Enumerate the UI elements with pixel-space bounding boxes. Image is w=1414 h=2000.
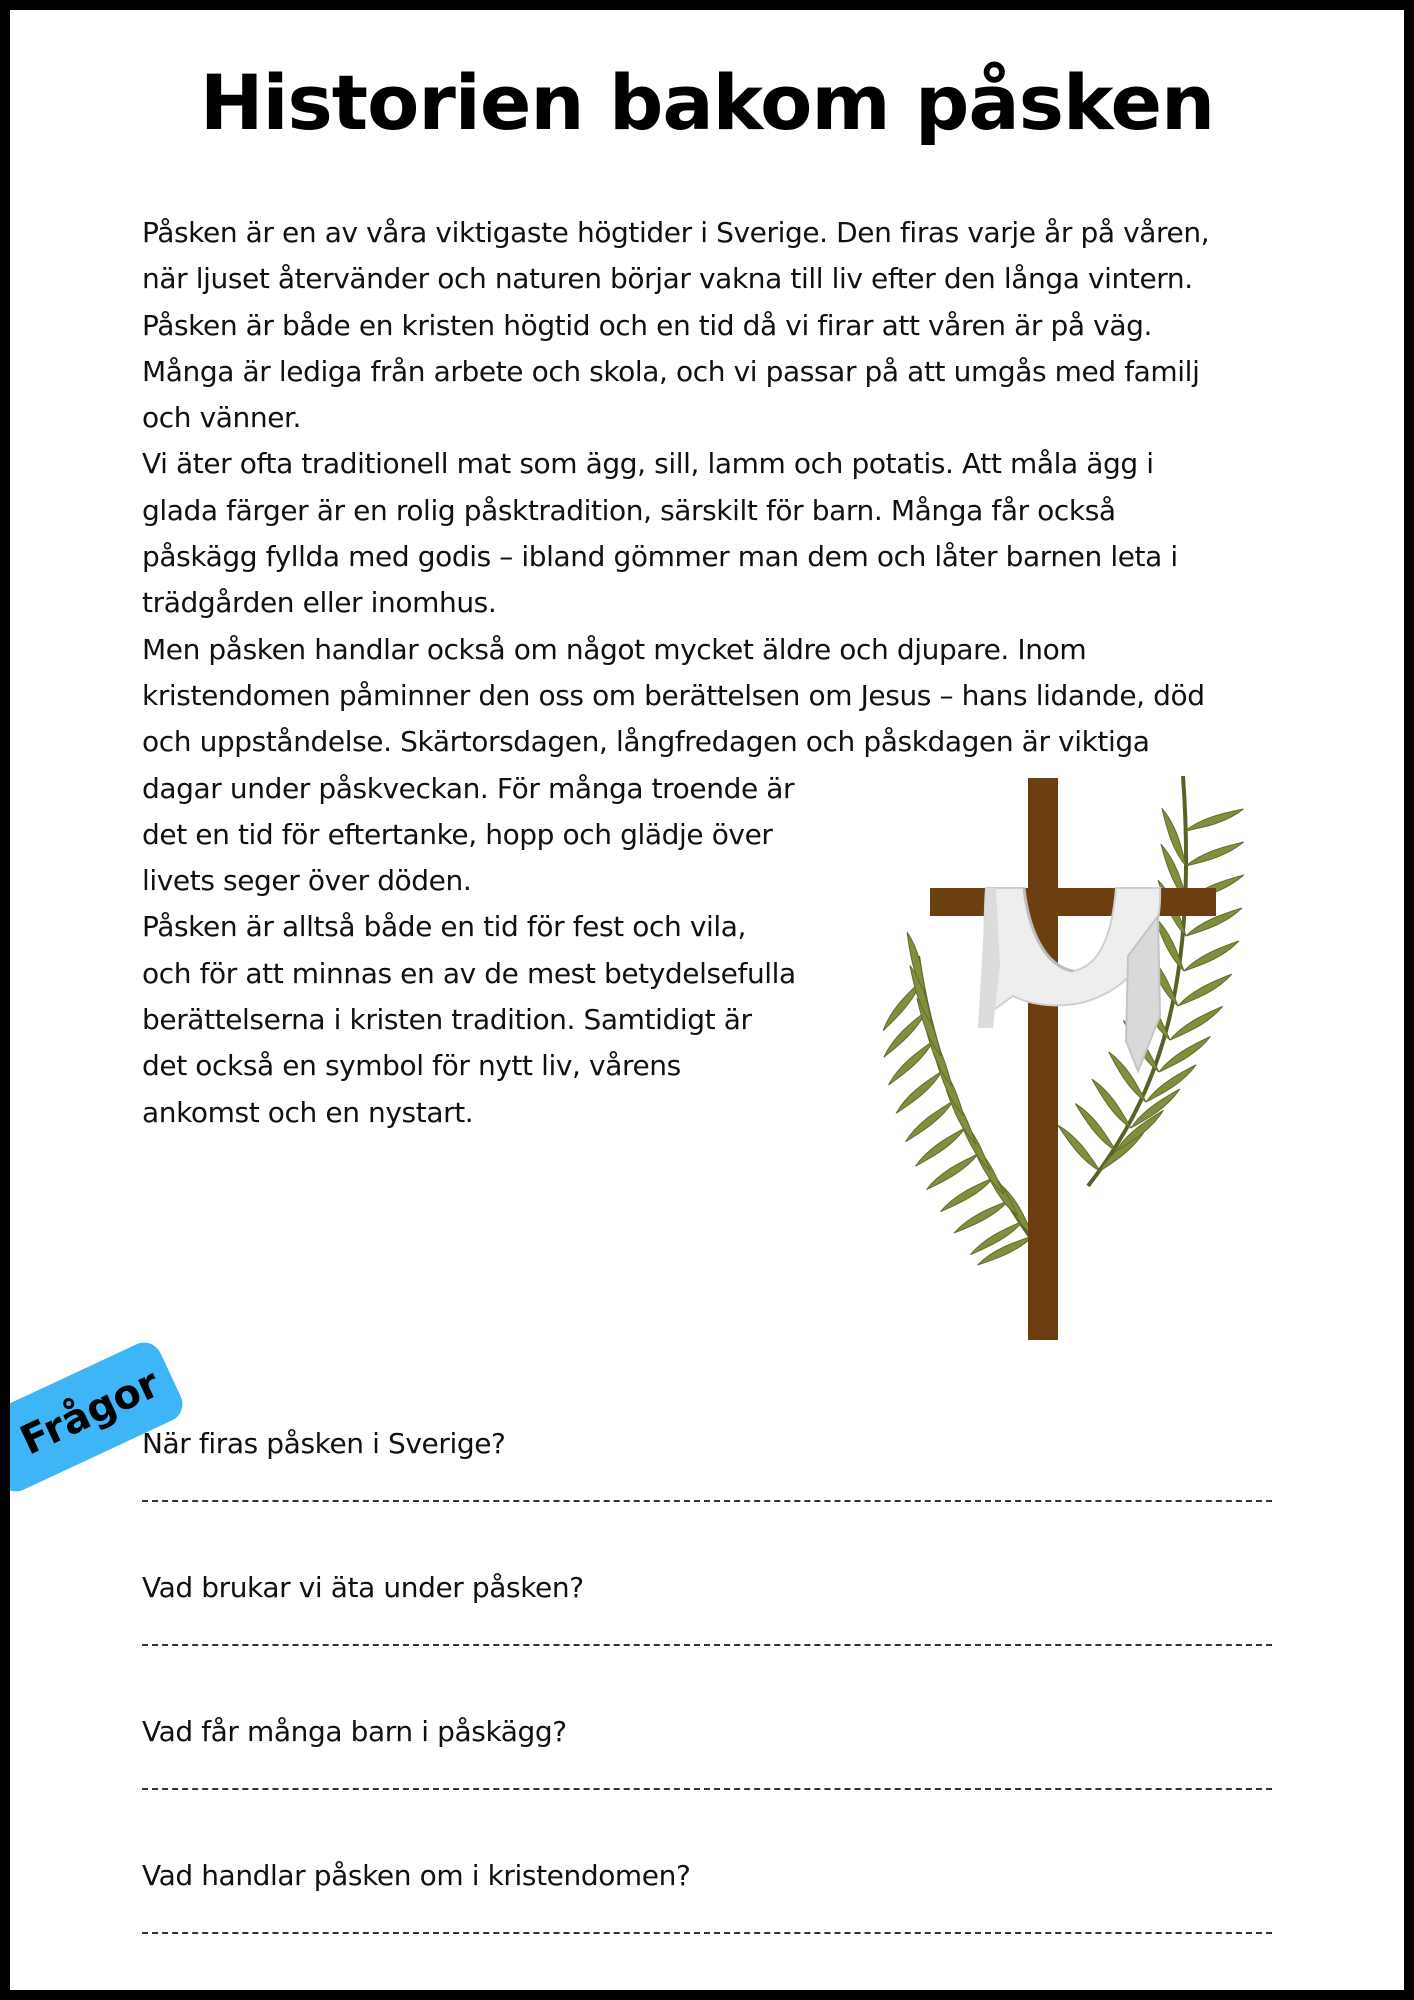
- story-line: Många är lediga från arbete och skola, och vi passar på att umgås med familj: [142, 354, 1200, 388]
- story-line: livets seger över döden.: [142, 864, 472, 898]
- story-line: dagar under påskveckan. För många troende är: [142, 771, 795, 805]
- page-title: Historien bakom påsken: [199, 58, 1215, 147]
- story-line: det också en symbol för nytt liv, vårens: [142, 1049, 681, 1083]
- answer-line[interactable]: [142, 1500, 1272, 1502]
- questions-tag-label: Frågor: [13, 1360, 167, 1465]
- story-line: kristendomen påminner den oss om berättelsen om Jesus – hans lidande, död: [142, 678, 1205, 712]
- story-line: Påsken är både en kristen högtid och en tid då vi firar att våren är på väg.: [142, 308, 1152, 342]
- question-1: [142, 1427, 1272, 1502]
- story-line: ankomst och en nystart.: [142, 1095, 474, 1129]
- story-line: det en tid för eftertanke, hopp och glädje över: [142, 817, 773, 851]
- question-text: När firas påsken i Sverige?: [142, 1427, 506, 1460]
- answer-line[interactable]: [142, 1932, 1272, 1934]
- question-4: [142, 1859, 1272, 1934]
- story-line: och vänner.: [142, 401, 302, 435]
- question-text: Vad får många barn i påskägg?: [142, 1715, 567, 1748]
- answer-line[interactable]: [142, 1644, 1272, 1646]
- story-line: när ljuset återvänder och naturen börjar vakna till liv efter den långa vintern.: [142, 262, 1193, 296]
- question-3: [142, 1715, 1272, 1790]
- story-line: påskägg fyllda med godis – ibland gömmer man dem och låter barnen leta i: [142, 540, 1178, 574]
- story-line: Vi äter ofta traditionell mat som ägg, sill, lamm och potatis. Att måla ägg i: [142, 447, 1154, 481]
- answer-line[interactable]: [142, 1788, 1272, 1790]
- story-line: berättelserna i kristen tradition. Samtidigt är: [142, 1003, 752, 1037]
- story-line: Påsken är en av våra viktigaste högtider i Sverige. Den firas varje år på våren,: [142, 216, 1210, 249]
- story-line: och för att minnas en av de mest betydelsefulla: [142, 956, 796, 990]
- question-2: [142, 1571, 1272, 1646]
- story-line: och uppståndelse. Skärtorsdagen, långfredagen och påskdagen är viktiga: [142, 725, 1150, 759]
- story-line: Men påsken handlar också om något mycket äldre och djupare. Inom: [142, 632, 1087, 666]
- story-line: glada färger är en rolig påsktradition, särskilt för barn. Många får också: [142, 493, 1116, 527]
- worksheet-page: [10, 10, 1404, 1990]
- cross-with-palm-illustration: [828, 766, 1298, 1346]
- story-line: Påsken är alltså både en tid för fest och vila,: [142, 910, 747, 944]
- story-line: trädgården eller inomhus.: [142, 586, 497, 620]
- question-text: Vad handlar påsken om i kristendomen?: [142, 1859, 691, 1892]
- question-text: Vad brukar vi äta under påsken?: [142, 1571, 584, 1604]
